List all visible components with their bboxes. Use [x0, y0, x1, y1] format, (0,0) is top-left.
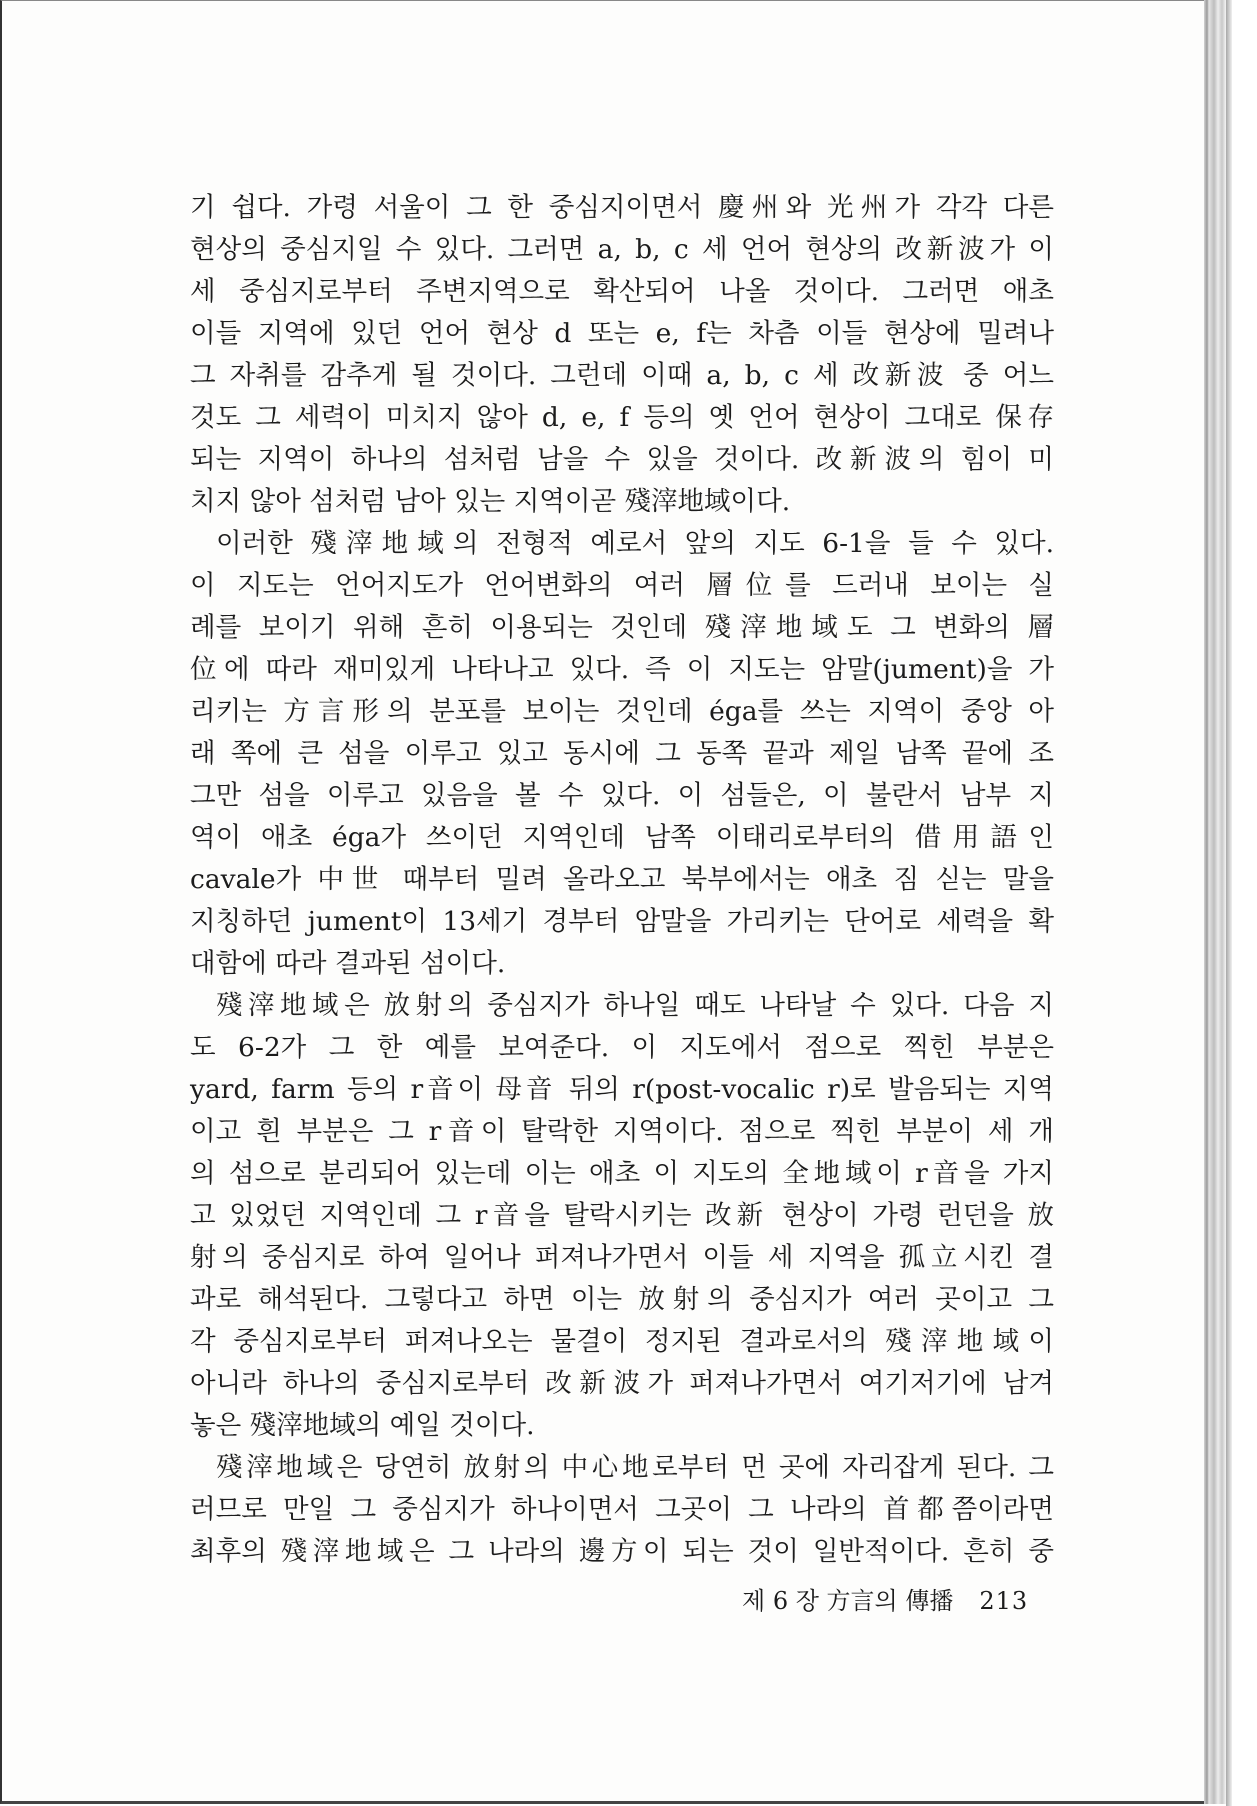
page-stack-edge: [1226, 0, 1232, 1806]
text-line: 현상의 중심지일 수 있다. 그러면 a, b, c 세 언어 현상의 改新波가 이: [190, 234, 1054, 265]
text-line: 세 중심지로부터 주변지역으로 확산되어 나올 것이다. 그러면 애초: [190, 276, 1054, 307]
text-line: 각 중심지로부터 퍼져나오는 물결이 정지된 결과로서의 殘滓地域이: [190, 1326, 1054, 1357]
text-line: 殘滓地域은 당연히 放射의 中心地로부터 먼 곳에 자리잡게 된다. 그: [216, 1452, 1055, 1483]
body-text: [190, 187, 1054, 1573]
text-line: 래 쪽에 큰 섬을 이루고 있고 동시에 그 동쪽 끝과 제일 남쪽 끝에 조: [190, 738, 1054, 769]
text-line: 최후의 殘滓地域은 그 나라의 邊方이 되는 것이 일반적이다. 흔히 중: [190, 1536, 1054, 1567]
text-line: 례를 보이기 위해 흔히 이용되는 것인데 殘滓地域도 그 변화의 層: [190, 612, 1054, 643]
text-line: 대함에 따라 결과된 섬이다.: [190, 948, 506, 979]
text-line: 殘滓地域은 放射의 중심지가 하나일 때도 나타날 수 있다. 다음 지: [216, 990, 1054, 1021]
page-number: 213: [979, 1587, 1029, 1615]
text-line: cavale가 中世 때부터 밀려 올라오고 북부에서는 애초 짐 싣는 말을: [190, 864, 1054, 895]
text-line: 그만 섬을 이루고 있음을 볼 수 있다. 이 섬들은, 이 불란서 남부 지: [190, 780, 1054, 811]
text-line: 射의 중심지로 하여 일어나 퍼져나가면서 이들 세 지역을 孤立시킨 결: [190, 1242, 1054, 1273]
text-line: 기 쉽다. 가령 서울이 그 한 중심지이면서 慶州와 光州가 각각 다른: [190, 192, 1054, 223]
text-line: 치지 않아 섬처럼 남아 있는 지역이곧 殘滓地域이다.: [190, 486, 791, 517]
text-line: 이러한 殘滓地域의 전형적 예로서 앞의 지도 6-1을 들 수 있다.: [216, 528, 1054, 559]
text-line: 이들 지역에 있던 언어 현상 d 또는 e, f는 차츰 이들 현상에 밀려나: [190, 318, 1054, 349]
page-stack-edge: [1204, 0, 1226, 1804]
text-line: 도 6-2가 그 한 예를 보여준다. 이 지도에서 점으로 찍힌 부분은: [190, 1032, 1054, 1063]
text-line: 지칭하던 jument이 13세기 경부터 암말을 가리키는 단어로 세력을 확: [190, 906, 1054, 937]
chapter-title: 제 6 장 方言의 傳播: [742, 1587, 954, 1615]
text-line: 리키는 方言形의 분포를 보이는 것인데 éga를 쓰는 지역이 중앙 아: [190, 696, 1054, 727]
text-line: 놓은 殘滓地域의 예일 것이다.: [190, 1410, 535, 1441]
text-line: 의 섬으로 분리되어 있는데 이는 애초 이 지도의 全地域이 r音을 가지: [190, 1158, 1054, 1189]
text-line: 역이 애초 éga가 쓰이던 지역인데 남쪽 이태리로부터의 借用語인: [190, 822, 1054, 853]
text-line: 位에 따라 재미있게 나타나고 있다. 즉 이 지도는 암말(jument)을 가: [190, 654, 1054, 685]
text-line: 고 있었던 지역인데 그 r音을 탈락시키는 改新 현상이 가령 런던을 放: [190, 1200, 1054, 1231]
text-line: 아니라 하나의 중심지로부터 改新波가 퍼져나가면서 여기저기에 남겨: [190, 1368, 1054, 1399]
text-line: 것도 그 세력이 미치지 않아 d, e, f 등의 옛 언어 현상이 그대로 保存: [190, 402, 1054, 433]
text-line: 이고 흰 부분은 그 r音이 탈락한 지역이다. 점으로 찍힌 부분이 세 개: [190, 1116, 1054, 1147]
running-footer: [742, 1581, 1028, 1616]
text-line: 러므로 만일 그 중심지가 하나이면서 그곳이 그 나라의 首都쯤이라면: [190, 1494, 1054, 1525]
text-line: 과로 해석된다. 그렇다고 하면 이는 放射의 중심지가 여러 곳이고 그: [190, 1284, 1054, 1315]
text-line: 이 지도는 언어지도가 언어변화의 여러 層位를 드러내 보이는 실: [190, 570, 1054, 601]
text-line: 되는 지역이 하나의 섬처럼 남을 수 있을 것이다. 改新波의 힘이 미: [190, 444, 1054, 475]
text-line: 그 자취를 감추게 될 것이다. 그런데 이때 a, b, c 세 改新波 중 어느: [190, 360, 1054, 391]
text-line: yard, farm 등의 r音이 母音 뒤의 r(post-vocalic r)로 발음되는 지역: [190, 1074, 1054, 1105]
